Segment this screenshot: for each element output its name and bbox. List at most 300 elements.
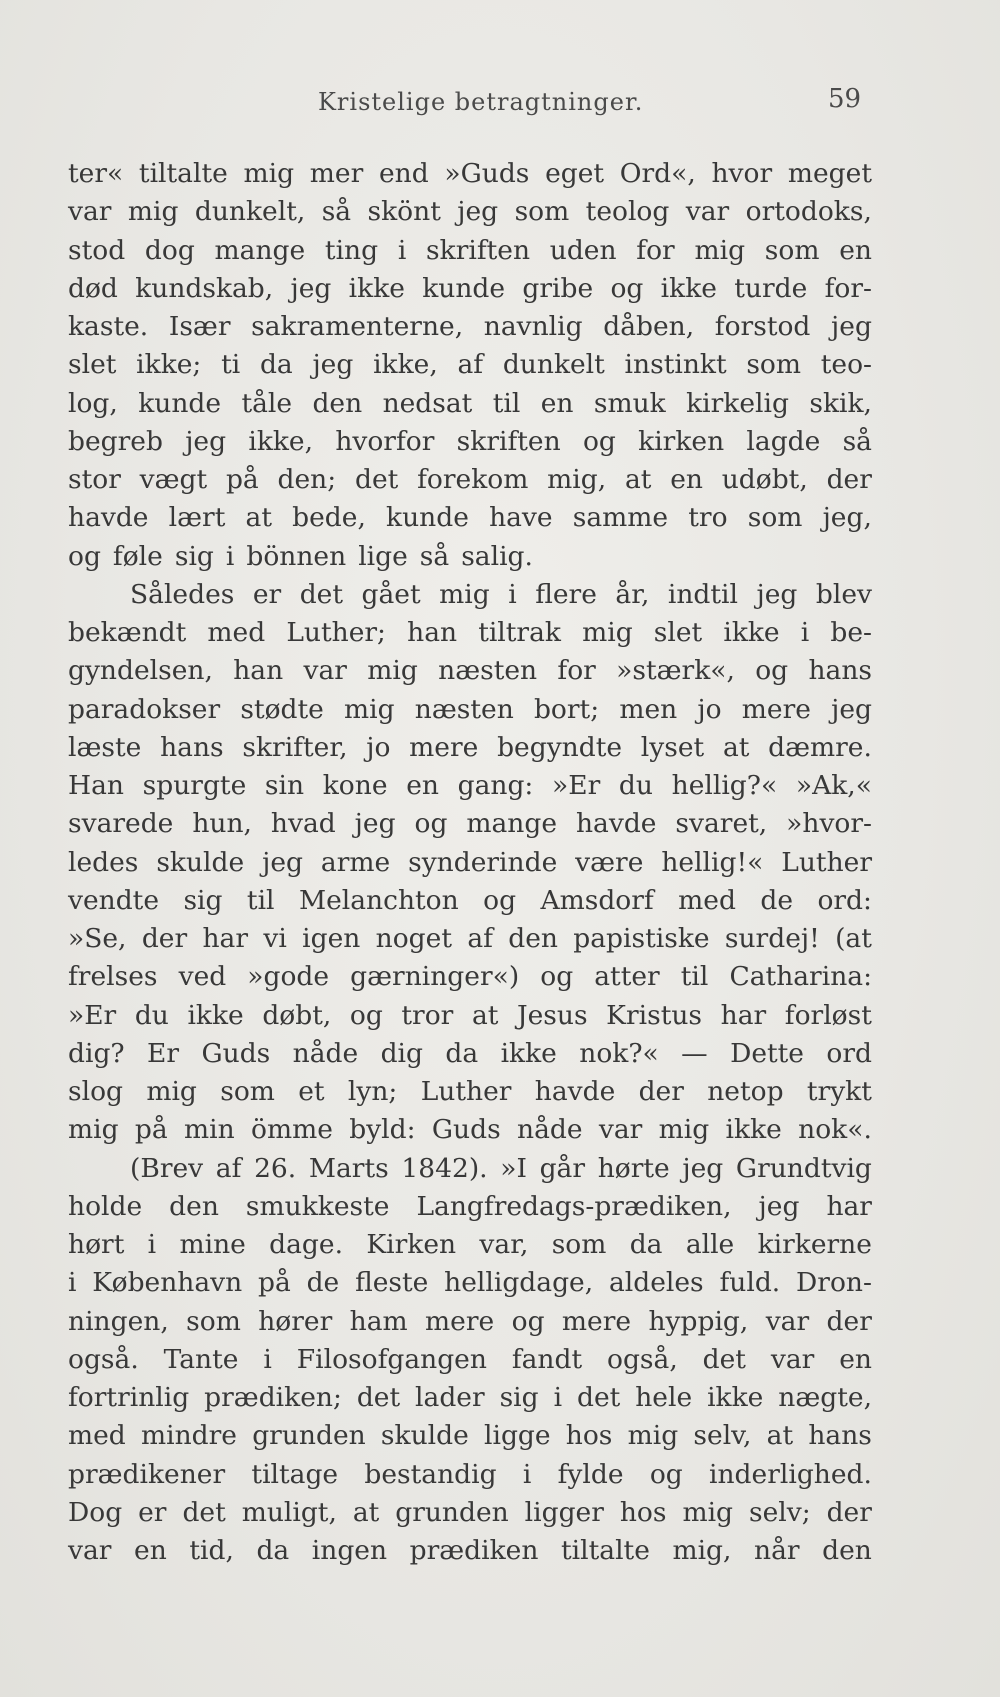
word: en: [406, 770, 439, 801]
word: i: [522, 1458, 532, 1490]
word: smuk: [593, 387, 666, 419]
word: mine: [179, 1229, 246, 1260]
word: til: [246, 884, 275, 916]
word: jeg: [758, 1190, 800, 1222]
word: at: [722, 731, 750, 763]
word: mig: [243, 158, 295, 189]
word: be-: [830, 617, 872, 648]
text-line: [68, 232, 872, 270]
word: havde: [575, 808, 657, 840]
word: ortodoks,: [745, 196, 872, 228]
word: Amsdorf: [540, 884, 654, 916]
word: det: [356, 1382, 401, 1413]
text-line: [68, 461, 872, 499]
word: har: [826, 1190, 872, 1222]
word: Langfredags-prædiken,: [416, 1190, 732, 1222]
word: Dog: [68, 1496, 123, 1528]
word: med: [68, 1420, 126, 1452]
text-line: [68, 270, 872, 308]
word: dæmre.: [768, 731, 872, 763]
word: du: [618, 770, 653, 801]
word: ömme: [251, 1114, 333, 1146]
word: tror: [401, 999, 454, 1031]
word: prædiken: [409, 1535, 539, 1566]
word: smukkeste: [245, 1190, 390, 1222]
word: til: [492, 387, 521, 419]
word: ting: [324, 234, 379, 266]
word: ikke: [660, 272, 717, 304]
word: på: [258, 1267, 291, 1299]
word: af: [457, 349, 484, 381]
word: døbt,: [262, 999, 332, 1031]
word: jeg,: [822, 502, 872, 534]
word: ikke;: [136, 349, 202, 381]
word: kirken: [638, 425, 725, 457]
word: for-: [824, 272, 872, 304]
word: det: [299, 578, 344, 610]
word: kunde: [386, 502, 469, 534]
page-number: 59: [828, 84, 862, 114]
word: aldeles: [608, 1267, 704, 1299]
word: jeg: [262, 846, 303, 878]
word: skulde: [156, 846, 245, 878]
word: som: [186, 1305, 241, 1337]
word: ham: [349, 1305, 408, 1337]
word: tiltalte: [138, 158, 228, 189]
word: lært: [168, 502, 226, 534]
word: næsten: [414, 693, 514, 725]
word: fleste: [355, 1267, 429, 1299]
word: grunden: [395, 1496, 509, 1528]
word: skriften: [456, 425, 561, 457]
word: bestandig: [364, 1458, 497, 1490]
word: dunkelt: [502, 349, 605, 381]
word: han: [407, 617, 458, 648]
text-line: [68, 652, 872, 690]
word: tid,: [189, 1535, 234, 1566]
word: sig: [499, 1382, 539, 1413]
word: 1842).: [401, 1152, 488, 1184]
word: alle: [685, 1229, 735, 1260]
word: »Ak,«: [795, 770, 872, 801]
word: den: [822, 1535, 872, 1566]
word: mere: [741, 693, 811, 725]
word: var: [68, 1535, 112, 1566]
word: lige: [358, 540, 408, 572]
word: men: [619, 693, 678, 725]
word: nåde: [517, 1114, 583, 1146]
word: flere: [535, 578, 597, 610]
word: kirkerne: [757, 1229, 872, 1260]
word: Ord«,: [619, 158, 696, 189]
word: kirkelig: [686, 387, 789, 419]
word: frelses: [68, 961, 158, 993]
word: »Er: [68, 999, 117, 1031]
text-line: [68, 1188, 872, 1226]
word: da: [259, 349, 293, 381]
word: stødte: [240, 693, 324, 725]
word: Tante: [163, 1343, 239, 1375]
word: »I: [500, 1152, 527, 1184]
word: mig: [627, 1420, 679, 1452]
word: samme: [572, 502, 669, 534]
word: en: [839, 1343, 872, 1375]
word: som: [514, 196, 570, 228]
word: i: [147, 1229, 157, 1260]
word: forstod: [714, 311, 811, 342]
word: mere: [561, 1305, 632, 1337]
word: Guds: [201, 1037, 271, 1069]
word: nægte,: [778, 1382, 872, 1413]
word: er: [138, 1496, 167, 1528]
word: for: [557, 655, 596, 687]
word: ikke,: [248, 425, 314, 457]
word: Guds: [431, 1114, 501, 1146]
text-line: [68, 538, 872, 576]
word: bekændt: [68, 617, 187, 648]
word: der: [826, 464, 872, 495]
word: med: [207, 617, 266, 648]
word: forekom: [417, 464, 529, 495]
text-line: [68, 1264, 872, 1302]
word: svarede: [68, 808, 174, 840]
word: da: [256, 1535, 290, 1566]
word: og: [68, 540, 101, 572]
word: »stærk«,: [616, 655, 735, 687]
word: har: [202, 923, 249, 954]
word: som: [764, 234, 820, 266]
word: til: [680, 961, 709, 993]
word: går: [539, 1152, 586, 1184]
word: i: [263, 1343, 272, 1375]
word: gang:: [457, 770, 534, 801]
text-line: [68, 308, 872, 346]
word: som: [551, 1229, 607, 1260]
word: hos: [619, 1496, 667, 1528]
word: Han: [68, 770, 124, 801]
word: som: [747, 502, 803, 534]
word: udøbt,: [721, 464, 808, 495]
word: —: [681, 1037, 708, 1069]
word: havde: [534, 1076, 616, 1107]
word: nok«.: [798, 1114, 872, 1146]
word: mindre: [141, 1420, 237, 1452]
word: gærninger«): [350, 961, 520, 993]
word: den: [508, 923, 558, 954]
word: og: [582, 425, 616, 457]
word: stor: [68, 464, 121, 495]
word: »Guds: [444, 158, 530, 189]
word: jeg: [831, 311, 872, 342]
word: kunde: [422, 272, 506, 304]
text-line: [68, 844, 872, 882]
word: dig: [380, 1037, 423, 1069]
word: det: [702, 1343, 746, 1375]
word: hørt: [68, 1229, 125, 1260]
word: med: [678, 884, 736, 916]
word: så: [321, 196, 352, 228]
word: en: [670, 464, 703, 495]
word: min: [184, 1114, 235, 1146]
word: en: [839, 234, 872, 266]
word: for: [636, 234, 675, 266]
word: næsten: [438, 655, 538, 687]
word: slog: [68, 1076, 123, 1107]
word: hans: [808, 655, 872, 687]
word: sig: [183, 884, 223, 916]
word: Kristus: [606, 999, 703, 1031]
word: ikke: [723, 617, 780, 648]
word: var,: [479, 1229, 529, 1260]
word: (Brev: [130, 1152, 204, 1184]
text-line: [68, 1226, 872, 1264]
word: var: [770, 1343, 815, 1375]
word: slet: [68, 349, 117, 381]
word: København: [92, 1267, 243, 1299]
word: hvad: [270, 808, 336, 840]
word: har: [720, 999, 767, 1031]
text-line: [68, 385, 872, 423]
word: tiltrak: [478, 617, 561, 648]
word: salig.: [461, 540, 533, 572]
word: gået: [361, 578, 421, 610]
text-line: [68, 499, 872, 537]
running-title: Kristelige betragtninger.: [318, 88, 644, 116]
word: som: [220, 1076, 275, 1107]
word: slet: [653, 617, 703, 648]
word: trykt: [806, 1076, 872, 1107]
word: mig: [127, 196, 179, 228]
text-line: [68, 1150, 872, 1188]
word: de: [306, 1267, 340, 1299]
word: at: [245, 502, 272, 534]
word: Melanchton: [298, 884, 459, 916]
text-line: [68, 882, 872, 920]
word: kone: [322, 770, 388, 801]
word: på: [225, 464, 259, 495]
word: nok?«: [579, 1037, 659, 1069]
word: mig,: [547, 464, 607, 495]
word: tåle: [241, 387, 293, 419]
word: jeg: [756, 578, 798, 610]
word: kaste.: [68, 311, 149, 342]
word: lagde: [746, 425, 821, 457]
word: læste: [68, 731, 142, 763]
word: end: [378, 158, 429, 189]
word: bort;: [533, 693, 600, 725]
word: hørte: [597, 1152, 670, 1184]
word: vi: [263, 923, 287, 954]
word: fylde: [557, 1458, 624, 1490]
word: Dette: [730, 1037, 804, 1069]
word: i: [68, 1267, 77, 1299]
word: igen: [302, 923, 361, 954]
word: var: [68, 196, 112, 228]
word: begreb: [68, 425, 163, 457]
word: Grundtvig: [735, 1152, 872, 1184]
word: teolog: [585, 196, 670, 228]
word: meget: [787, 158, 872, 189]
word: det: [576, 1382, 621, 1413]
text-line: [68, 1532, 872, 1570]
word: i: [553, 1382, 563, 1413]
word: hos: [565, 1420, 613, 1452]
word: mer: [309, 158, 364, 189]
word: mig: [682, 1496, 734, 1528]
word: død: [68, 272, 118, 304]
word: Dron-: [796, 1267, 872, 1299]
word: Luther;: [286, 617, 386, 648]
word: ledes: [68, 846, 139, 878]
word: er: [252, 578, 282, 610]
word: hellig!«: [661, 846, 764, 878]
word: papistiske: [573, 923, 710, 954]
text-line: [68, 1303, 872, 1341]
text-line: [68, 920, 872, 958]
word: navnlig: [483, 311, 583, 342]
word: Er: [147, 1037, 180, 1069]
word: føle: [112, 540, 163, 572]
text-line: [68, 193, 872, 231]
word: og: [414, 808, 448, 840]
word: og: [483, 884, 517, 916]
word: du: [134, 999, 169, 1031]
word: dig?: [68, 1037, 125, 1069]
word: dunkelt,: [194, 196, 306, 228]
word: hører: [258, 1305, 333, 1337]
word: gyndelsen,: [68, 655, 213, 687]
word: hans: [808, 1420, 872, 1452]
word: og: [540, 961, 574, 993]
word: jeg: [831, 693, 872, 725]
word: ved: [178, 961, 227, 993]
word: turde: [734, 272, 808, 304]
word: spurgte: [142, 770, 247, 801]
word: fandt: [511, 1343, 583, 1375]
word: jo: [697, 693, 722, 725]
word: mig: [582, 617, 633, 648]
word: ter«: [68, 158, 124, 189]
word: var: [598, 1114, 643, 1146]
word: fuld.: [719, 1267, 781, 1299]
word: var: [765, 1305, 810, 1337]
text-line: [68, 576, 872, 614]
word: så: [419, 540, 450, 572]
word: teo-: [820, 349, 872, 381]
word: og: [511, 1305, 545, 1337]
word: holde: [68, 1190, 143, 1222]
text-line: [68, 767, 872, 805]
word: sakramenterne,: [251, 311, 464, 342]
word: også,: [607, 1343, 678, 1375]
word: inderlighed.: [709, 1458, 872, 1490]
word: jeg: [354, 808, 396, 840]
word: at: [624, 464, 652, 495]
word: af: [215, 1152, 242, 1184]
word: noget: [375, 923, 452, 954]
word: år,: [615, 578, 650, 610]
word: tiltage: [251, 1458, 339, 1490]
text-line: [68, 691, 872, 729]
word: ligger: [524, 1496, 604, 1528]
word: hellig?«: [671, 770, 778, 801]
word: mig: [146, 1076, 197, 1107]
word: ikke: [500, 1037, 557, 1069]
word: der: [638, 1076, 684, 1107]
word: hvorfor: [335, 425, 435, 457]
word: jeg: [457, 196, 499, 228]
word: Luther: [781, 846, 872, 878]
word: af: [467, 923, 493, 954]
word: prædiken;: [204, 1382, 342, 1413]
word: bede,: [292, 502, 366, 534]
word: eget: [545, 158, 605, 189]
text-line: [68, 1494, 872, 1532]
word: der: [141, 923, 188, 954]
word: så: [842, 425, 872, 457]
text-line: [68, 155, 872, 193]
word: Kirken: [366, 1229, 457, 1260]
word: skönt: [367, 196, 441, 228]
word: jeg: [312, 349, 354, 381]
word: Således: [130, 578, 235, 610]
word: at: [471, 999, 499, 1031]
word: og: [610, 272, 644, 304]
word: paradokser: [68, 693, 221, 725]
word: når: [754, 1535, 800, 1566]
word: nedsat: [382, 387, 473, 419]
word: være: [575, 846, 644, 878]
word: 26.: [254, 1152, 297, 1184]
word: ningen,: [68, 1305, 169, 1337]
word: Luther: [420, 1076, 512, 1107]
word: muligt,: [241, 1496, 337, 1528]
word: dåben,: [603, 311, 695, 342]
word: surdej!: [724, 923, 820, 954]
text-line: [68, 346, 872, 384]
word: Jesus: [517, 999, 588, 1031]
word: kunde: [138, 387, 222, 419]
word: lyset: [640, 731, 705, 763]
word: blev: [815, 578, 872, 610]
word: tiltalte: [561, 1535, 650, 1566]
word: bönnen: [246, 540, 347, 572]
text-line: [68, 729, 872, 767]
word: tro: [688, 502, 728, 534]
word: selv;: [748, 1496, 811, 1528]
word: vendte: [68, 884, 160, 916]
word: forløst: [784, 999, 872, 1031]
word: »hvor-: [786, 808, 872, 840]
word: mange: [466, 808, 558, 840]
word: hun,: [192, 808, 252, 840]
word: og: [755, 655, 789, 687]
word: var: [685, 196, 730, 228]
word: der: [826, 1305, 872, 1337]
word: stod: [68, 234, 126, 266]
word: skik,: [809, 387, 872, 419]
word: mig: [367, 655, 418, 687]
word: ikke: [348, 272, 405, 304]
word: han: [233, 655, 284, 687]
word: byld:: [349, 1114, 416, 1146]
word: Catharina:: [729, 961, 872, 993]
text-line: [68, 1111, 872, 1149]
word: i: [397, 234, 407, 266]
word: den: [169, 1190, 219, 1222]
word: Filosofgangen: [296, 1343, 487, 1375]
word: arme: [320, 846, 391, 878]
